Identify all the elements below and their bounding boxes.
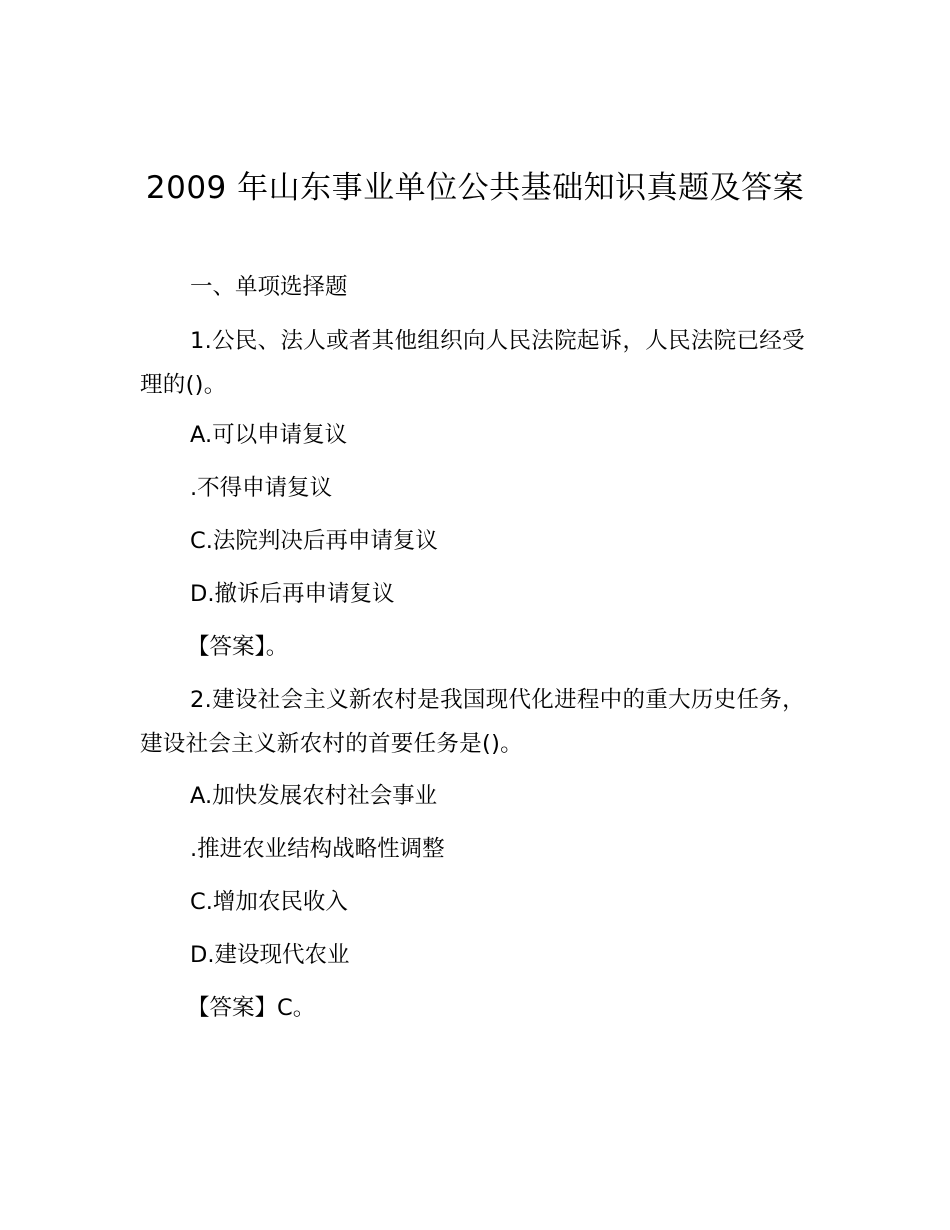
question-2-option-c: C.增加农民收入 <box>190 889 348 915</box>
question-1-option-b: .不得申请复议 <box>190 475 333 501</box>
section-heading: 一、单项选择题 <box>190 274 348 300</box>
question-2-option-b: .推进农业结构战略性调整 <box>190 836 445 862</box>
question-2-option-d: D.建设现代农业 <box>190 942 350 968</box>
document-title: 2009 年山东事业单位公共基础知识真题及答案 <box>145 170 805 206</box>
question-1-answer: 【答案】。 <box>187 634 289 660</box>
question-1-option-c: C.法院判决后再申请复议 <box>190 528 438 554</box>
question-1-stem: 1.公民、法人或者其他组织向人民法院起诉，人民法院已经受理的()。 <box>140 328 805 398</box>
question-1-option-a: A.可以申请复议 <box>190 422 348 448</box>
question-2-option-a: A.加快发展农村社会事业 <box>190 783 438 809</box>
question-2-stem: 2.建设社会主义新农村是我国现代化进程中的重大历史任务，建设社会主义新农村的首要任务是()。 <box>140 687 805 757</box>
question-2-answer: 【答案】C。 <box>187 995 316 1021</box>
question-1-option-d: D.撤诉后再申请复议 <box>190 581 395 607</box>
